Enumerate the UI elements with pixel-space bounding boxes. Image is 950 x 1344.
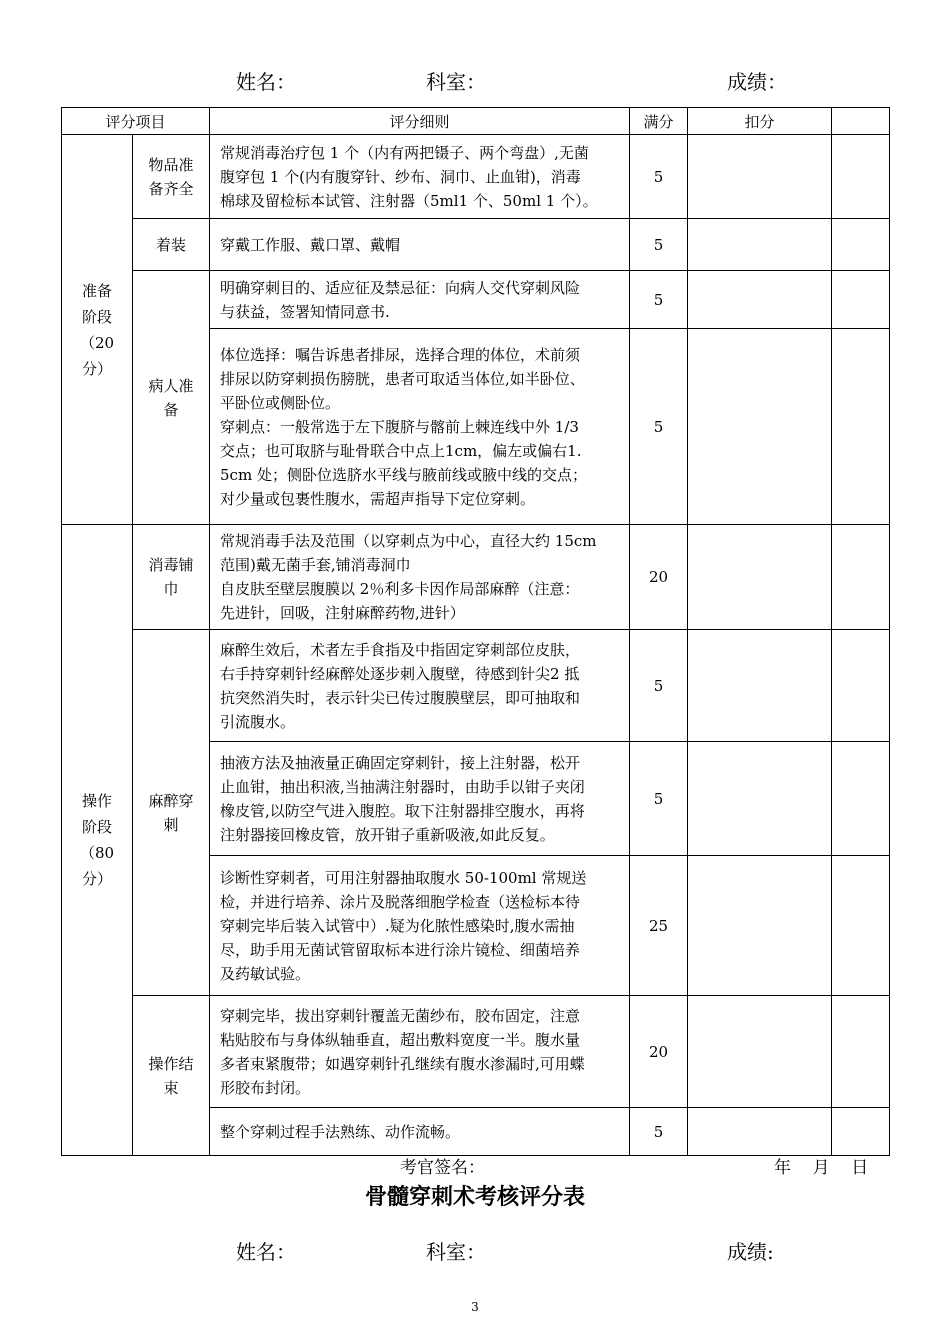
extra-cell xyxy=(832,219,890,271)
deduction-cell xyxy=(688,271,832,329)
detail-cell: 常规消毒手法及范围（以穿刺点为中心，直径大约 15cm 范围)戴无菌手套,铺消毒洞巾 自皮肤至壁层腹膜以 2％利多卡因作局部麻醉（注意： 先进针，回吸，注射麻醉药物,进针） xyxy=(210,525,630,630)
header-deduction: 扣分 xyxy=(688,108,832,135)
deduction-cell xyxy=(688,135,832,219)
full-score-cell: 20 xyxy=(630,996,688,1108)
detail-cell: 抽液方法及抽液量正确固定穿刺针，接上注射器，松开 止血钳，抽出积液,当抽满注射器时，由助手以钳子夹闭 橡皮管,以防空气进入腹腔。取下注射器排空腹水，再将 注射器接回橡皮管，放开钳子重新吸液,如此反复。 xyxy=(210,742,630,856)
table-row xyxy=(62,135,890,219)
table-row xyxy=(62,996,890,1108)
deduction-cell xyxy=(688,219,832,271)
full-score-cell: 5 xyxy=(630,271,688,329)
detail-cell: 诊断性穿刺者，可用注射器抽取腹水 50-100ml 常规送 检，并进行培养、涂片及脱落细胞学检查（送检标本待 穿刺完毕后装入试管中）.疑为化脓性感染时,腹水需抽 尽，助手用无菌试管留取标本进行涂片镜检、细菌培养 及药敏试验。 xyxy=(210,856,630,996)
header-extra xyxy=(832,108,890,135)
full-score-cell: 5 xyxy=(630,1108,688,1156)
date-label: 年 月 日 xyxy=(774,1158,869,1178)
deduction-cell xyxy=(688,525,832,630)
full-score-cell: 20 xyxy=(630,525,688,630)
extra-cell xyxy=(832,996,890,1108)
deduction-cell xyxy=(688,630,832,742)
deduction-cell xyxy=(688,329,832,525)
extra-cell xyxy=(832,630,890,742)
extra-cell xyxy=(832,856,890,996)
full-score-cell: 5 xyxy=(630,135,688,219)
detail-cell: 常规消毒治疗包 1 个（内有两把镊子、两个弯盘）,无菌 腹穿包 1 个(内有腹穿针、纱布、洞巾、止血钳)，消毒 棉球及留检标本试管、注射器（5ml1 个、50ml 1 个）。 xyxy=(210,135,630,219)
header-item: 评分项目 xyxy=(62,108,210,135)
deduction-cell xyxy=(688,1108,832,1156)
next-form-department-label: 科室： xyxy=(426,1240,486,1264)
extra-cell xyxy=(832,742,890,856)
extra-cell xyxy=(832,271,890,329)
detail-cell: 穿戴工作服、戴口罩、戴帽 xyxy=(210,219,630,271)
sub-finish: 操作结 束 xyxy=(133,996,210,1156)
next-form-name-label: 姓名： xyxy=(236,1240,296,1264)
extra-cell xyxy=(832,1108,890,1156)
next-form-score-label: 成绩: xyxy=(727,1240,774,1264)
page-number: 3 xyxy=(471,1300,479,1314)
detail-cell: 明确穿刺目的、适应征及禁忌征：向病人交代穿刺风险 与获益，签署知情同意书. xyxy=(210,271,630,329)
stage-operation-cell: 操作 阶段 （80 分） xyxy=(62,525,133,1156)
stage-prep-cell: 准备 阶段 （20 分） xyxy=(62,135,133,525)
detail-cell: 整个穿刺过程手法熟练、动作流畅。 xyxy=(210,1108,630,1156)
full-score-cell: 5 xyxy=(630,329,688,525)
extra-cell xyxy=(832,135,890,219)
header-detail: 评分细则 xyxy=(210,108,630,135)
deduction-cell xyxy=(688,742,832,856)
next-form-title: 骨髓穿刺术考核评分表 xyxy=(364,1185,585,1210)
department-label: 科室： xyxy=(426,70,486,94)
full-score-cell: 5 xyxy=(630,742,688,856)
scoring-table xyxy=(61,107,890,1156)
full-score-cell: 5 xyxy=(630,630,688,742)
sub-supplies: 物品准 备齐全 xyxy=(133,135,210,219)
table-row xyxy=(62,630,890,742)
header-full-score: 满分 xyxy=(630,108,688,135)
table-header-row xyxy=(62,108,890,135)
sub-patient: 病人准 备 xyxy=(133,271,210,525)
full-score-cell: 25 xyxy=(630,856,688,996)
detail-cell: 体位选择：嘱告诉患者排尿，选择合理的体位，术前须 排尿以防穿刺损伤膀胱，患者可取适当体位,如半卧位、 平卧位或侧卧位。 穿刺点：一般常选于左下腹脐与髂前上棘连线中外 1/3 交点；也可取脐与耻骨联合中点上1cm，偏左或偏右1. 5cm 处；侧卧位选脐水平线与腋前线或腋中线的交点； 对少量或包裹性腹水，需超声指导下定位穿刺。 xyxy=(210,329,630,525)
full-score-cell: 5 xyxy=(630,219,688,271)
table-row xyxy=(62,219,890,271)
extra-cell xyxy=(832,525,890,630)
sub-dress: 着装 xyxy=(133,219,210,271)
sub-anesthesia: 麻醉穿 刺 xyxy=(133,630,210,996)
deduction-cell xyxy=(688,996,832,1108)
score-label: 成绩： xyxy=(727,70,787,94)
extra-cell xyxy=(832,329,890,525)
detail-cell: 麻醉生效后，术者左手食指及中指固定穿刺部位皮肤， 右手持穿刺针经麻醉处逐步刺入腹壁，待感到针尖2 抵 抗突然消失时，表示针尖已传过腹膜壁层，即可抽取和 引流腹水。 xyxy=(210,630,630,742)
sub-disinfect: 消毒铺 巾 xyxy=(133,525,210,630)
detail-cell: 穿刺完毕，拔出穿刺针覆盖无菌纱布，胶布固定，注意 粘贴胶布与身体纵轴垂直，超出敷料宽度一半。腹水量 多者束紧腹带；如遇穿刺针孔继续有腹水渗漏时,可用蝶 形胶布封闭。 xyxy=(210,996,630,1108)
examiner-signature-label: 考官签名： xyxy=(400,1158,485,1178)
name-label: 姓名： xyxy=(236,70,296,94)
table-row xyxy=(62,525,890,630)
table-row xyxy=(62,271,890,329)
deduction-cell xyxy=(688,856,832,996)
